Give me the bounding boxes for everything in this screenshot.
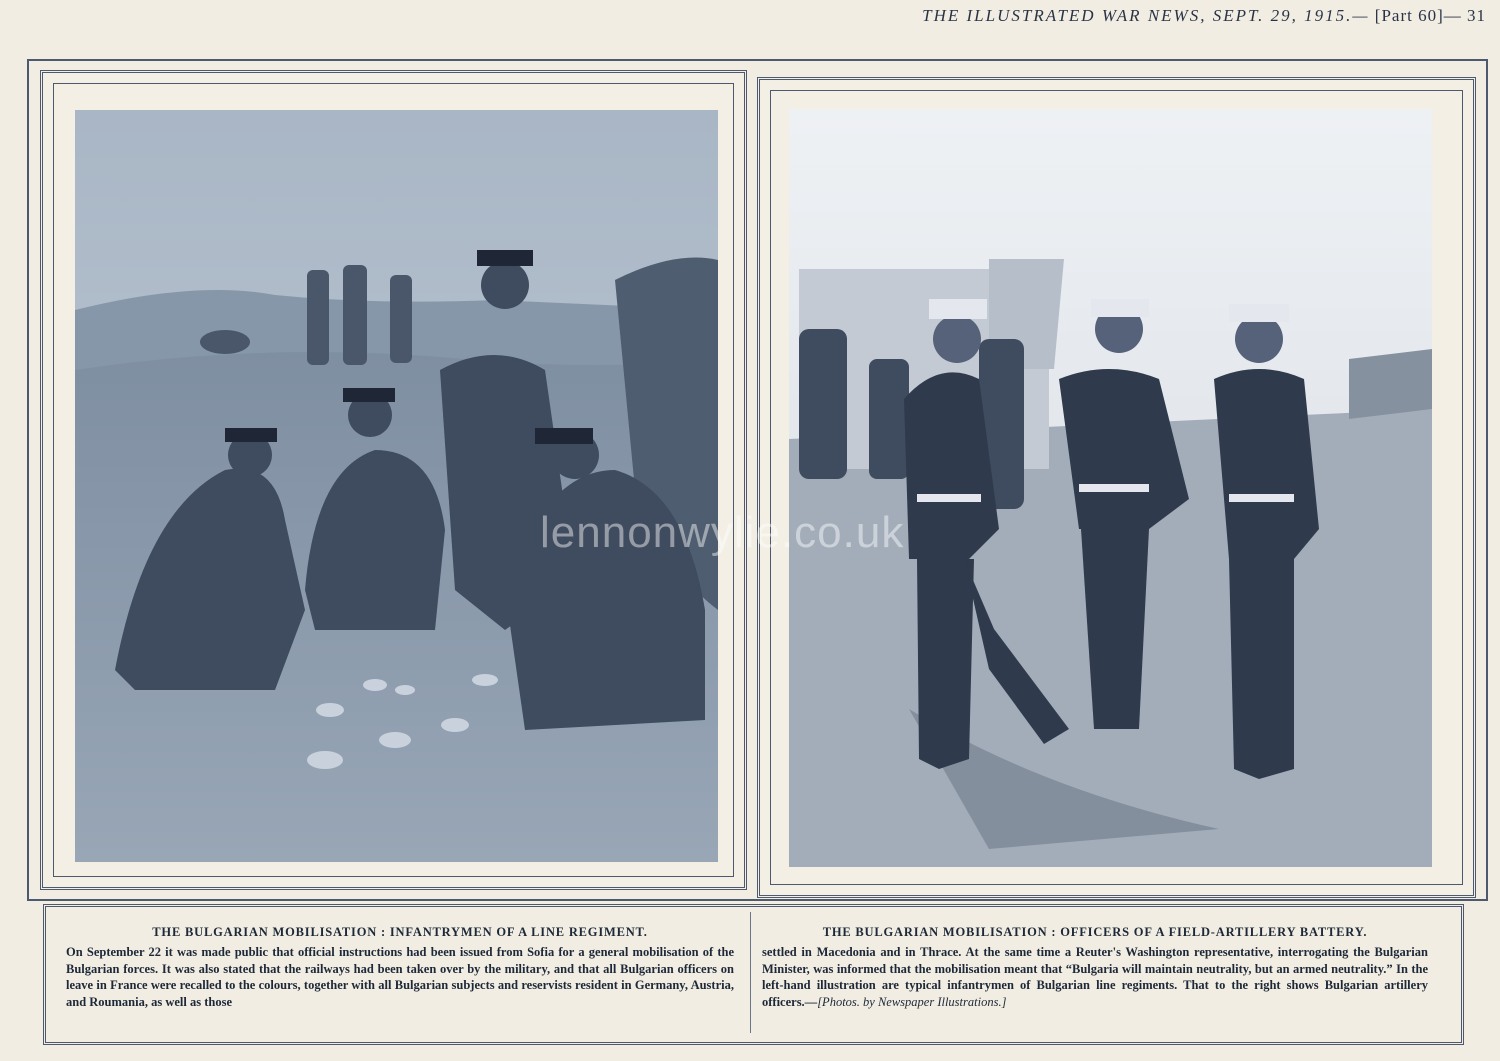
right-caption-body-wrap bbox=[762, 944, 1428, 1010]
right-caption-heading: THE BULGARIAN MOBILISATION : OFFICERS OF A FIELD-ARTILLERY BATTERY. bbox=[822, 925, 1368, 939]
left-photo-panel bbox=[40, 70, 747, 890]
watermark: lennonwylie.co.uk bbox=[540, 508, 905, 557]
caption-divider bbox=[750, 912, 751, 1033]
left-caption-heading: THE BULGARIAN MOBILISATION : INFANTRYMEN OF A LINE REGIMENT. bbox=[152, 925, 648, 939]
left-photo bbox=[75, 110, 718, 862]
right-caption-body: settled in Macedonia and in Thrace. At the same time a Reuter's Washington representative, interrogating the Bulgarian Minister, was informed that the mobilisation meant that “Bulgaria will maintain neutrality, but an armed neutrality.” In the left-hand illustration are typical infantrymen of Bulgarian line regiments. That to the right shows Bulgarian artillery officers.— bbox=[762, 945, 1428, 1009]
part-number: [Part 60]— 31 bbox=[1374, 6, 1486, 25]
photo-credit: [Photos. by Newspaper Illustrations.] bbox=[817, 994, 1007, 1009]
publication-title: THE ILLUSTRATED WAR NEWS, SEPT. 29, 1915.— bbox=[922, 6, 1370, 25]
infantrymen-photo bbox=[75, 110, 718, 862]
right-photo bbox=[789, 109, 1432, 867]
artillery-officers-photo bbox=[789, 109, 1432, 867]
left-caption bbox=[66, 924, 734, 1010]
right-caption bbox=[762, 924, 1428, 1010]
left-caption-body: On September 22 it was made public that official instructions had been issued from Sofia for a general mobilisation of the Bulgarian forces. It was also stated that the railways had been taken over by the military, and that all Bulgarian officers on leave in France were recalled to the colours, together with all Bulgarian subjects and reservists resident in Germany, Austria, and Roumania, as well as those bbox=[66, 945, 734, 1009]
page-header bbox=[922, 6, 1486, 26]
right-photo-panel bbox=[757, 77, 1476, 898]
